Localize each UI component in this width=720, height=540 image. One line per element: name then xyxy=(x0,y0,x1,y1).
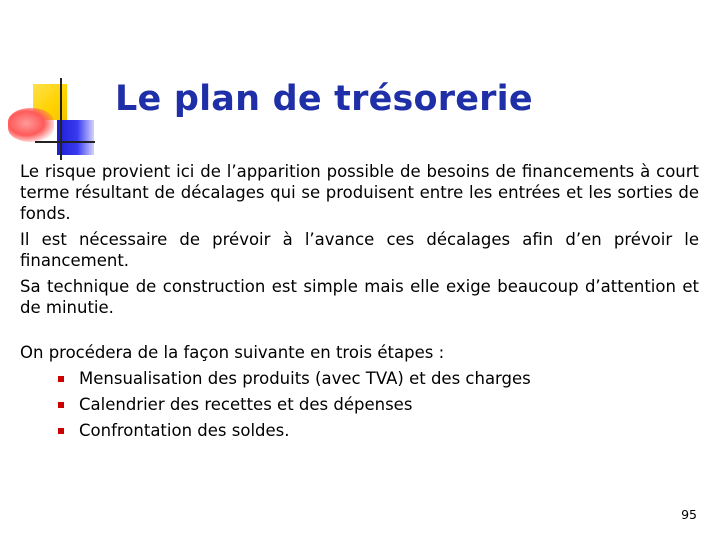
vertical-line-shape xyxy=(60,78,62,160)
page-number: 95 xyxy=(681,507,697,522)
square-bullet-icon xyxy=(58,402,64,408)
slide-logo-decoration xyxy=(0,0,110,170)
slide-body xyxy=(20,161,699,446)
step-text: Mensualisation des produits (avec TVA) et des charges xyxy=(79,369,531,388)
blue-square-shape xyxy=(57,120,94,155)
list-item xyxy=(58,420,699,441)
steps-intro: On procédera de la façon suivante en trois étapes : xyxy=(20,343,445,362)
horizontal-line-shape xyxy=(35,141,95,143)
step-text: Calendrier des recettes et des dépenses xyxy=(79,395,413,414)
paragraph-technique: Sa technique de construction est simple mais elle exige beaucoup d’attention et de minutie. xyxy=(20,277,699,317)
list-item xyxy=(58,368,699,389)
paragraph-anticipation: Il est nécessaire de prévoir à l’avance ces décalages afin d’en prévoir le financement. xyxy=(20,230,699,270)
step-text: Confrontation des soldes. xyxy=(79,421,290,440)
paragraph-risk: Le risque provient ici de l’apparition possible de besoins de financements à court terme résultant de décalages qui se produisent entre les entrées et les sorties de fonds. xyxy=(20,162,699,223)
square-bullet-icon xyxy=(58,376,64,382)
steps-list xyxy=(20,368,699,441)
red-blob-shape xyxy=(8,108,54,142)
slide-title: Le plan de trésorerie xyxy=(115,79,533,119)
list-item xyxy=(58,394,699,415)
square-bullet-icon xyxy=(58,428,64,434)
